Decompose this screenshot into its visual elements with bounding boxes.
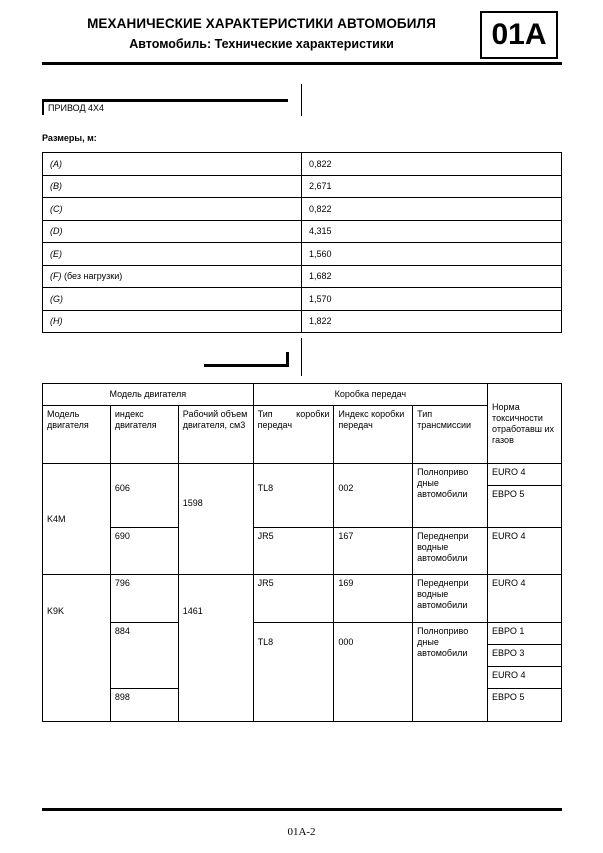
header-rule (42, 62, 562, 65)
gearbox-type-cell: TL8 (253, 464, 334, 528)
engine-model-cell: K9K (43, 575, 111, 722)
dimension-label: (E) (43, 243, 302, 266)
emission-norm-cell: EURO 4 (488, 667, 562, 689)
dimension-label: (C) (43, 198, 302, 221)
dimension-note: (без нагрузки) (61, 271, 123, 282)
column-divider-top (301, 84, 302, 116)
section-code-badge: 01A (480, 11, 558, 59)
transmission-type-cell: Переднепри водные автомобили (413, 528, 488, 575)
header-gearbox-index: Индекс коробки передач (334, 406, 413, 464)
emission-norm-cell: EURO 4 (488, 464, 562, 486)
engine-index-cell: 690 (110, 528, 178, 575)
dimension-label: (B) (43, 175, 302, 198)
column-divider-mid (301, 338, 302, 376)
dimension-value: 1,570 (302, 288, 562, 311)
engine-index-cell: 898 (110, 689, 178, 722)
header-engine-index: индекс двигателя (110, 406, 178, 464)
dimension-label: (D) (43, 220, 302, 243)
engine-gearbox-table (42, 383, 562, 722)
dimension-label: (H) (43, 310, 302, 333)
engine-model-cell: K4M (43, 464, 111, 575)
dimension-value: 0,822 (302, 153, 562, 176)
emission-norm-cell: ЕВРО 5 (488, 486, 562, 528)
table-row (43, 528, 562, 575)
engine-volume-cell: 1461 (178, 575, 253, 722)
page-number: 01A-2 (287, 826, 316, 838)
dimensions-title: Размеры, м: (42, 133, 97, 143)
gearbox-index-cell: 167 (334, 528, 413, 575)
gearbox-index-cell: 002 (334, 464, 413, 528)
header-engine-model: Модель двигателя (43, 406, 111, 464)
table-row (43, 288, 562, 311)
section-marker-tick (42, 99, 44, 115)
engine-index-cell: 606 (110, 464, 178, 528)
transmission-type-cell: Переднепри водные автомобили (413, 575, 488, 623)
emission-norm-cell: ЕВРО 1 (488, 623, 562, 645)
header-emission-norm: Норма токсичности отработавш их газов (488, 384, 562, 464)
engine-index-cell: 884 (110, 623, 178, 689)
header-gearbox-type: Тип коробки передач (253, 406, 334, 464)
dimension-value: 0,822 (302, 198, 562, 221)
engine-volume-cell: 1598 (178, 464, 253, 575)
header-engine-volume: Рабочий объем двигателя, см3 (178, 406, 253, 464)
footer-rule (42, 808, 562, 811)
table-row (43, 464, 562, 486)
table-row (43, 198, 562, 221)
emission-norm-cell: ЕВРО 3 (488, 645, 562, 667)
table-row (43, 243, 562, 266)
page-title: МЕХАНИЧЕСКИЕ ХАРАКТЕРИСТИКИ АВТОМОБИЛЯ (87, 16, 436, 31)
gearbox-type-cell: JR5 (253, 575, 334, 623)
table-row (43, 623, 562, 645)
table-row (43, 575, 562, 623)
dimension-label: (F) (без нагрузки) (43, 265, 302, 288)
table-row (43, 310, 562, 333)
transmission-type-cell: Полноприво дные автомобили (413, 623, 488, 722)
dimension-value: 1,822 (302, 310, 562, 333)
page-subtitle: Автомобиль: Технические характеристики (129, 37, 394, 51)
gearbox-type-cell: JR5 (253, 528, 334, 575)
table-row (43, 384, 562, 406)
emission-norm-cell: EURO 4 (488, 528, 562, 575)
section-label: ПРИВОД 4X4 (48, 103, 105, 113)
dimension-value: 2,671 (302, 175, 562, 198)
gearbox-index-cell: 000 (334, 623, 413, 722)
group-header-engine: Модель двигателя (43, 384, 254, 406)
dimension-label: (G) (43, 288, 302, 311)
table-row (43, 406, 562, 464)
section-end-tick (286, 352, 289, 367)
gearbox-type-cell: TL8 (253, 623, 334, 722)
dimension-value: 1,560 (302, 243, 562, 266)
dimension-label: (A) (43, 153, 302, 176)
section-marker-bar (42, 99, 288, 102)
transmission-type-cell: Полноприво дные автомобили (413, 464, 488, 528)
table-row (43, 220, 562, 243)
gearbox-index-cell: 169 (334, 575, 413, 623)
header-transmission-type: Тип трансмиссии (413, 406, 488, 464)
table-row (43, 265, 562, 288)
dimension-value: 4,315 (302, 220, 562, 243)
group-header-gearbox: Коробка передач (253, 384, 487, 406)
dimensions-table (42, 152, 562, 333)
emission-norm-cell: ЕВРО 5 (488, 689, 562, 722)
dimension-value: 1,682 (302, 265, 562, 288)
engine-index-cell: 796 (110, 575, 178, 623)
emission-norm-cell: EURO 4 (488, 575, 562, 623)
section-end-bar (204, 364, 288, 367)
table-row (43, 153, 562, 176)
table-row (43, 175, 562, 198)
